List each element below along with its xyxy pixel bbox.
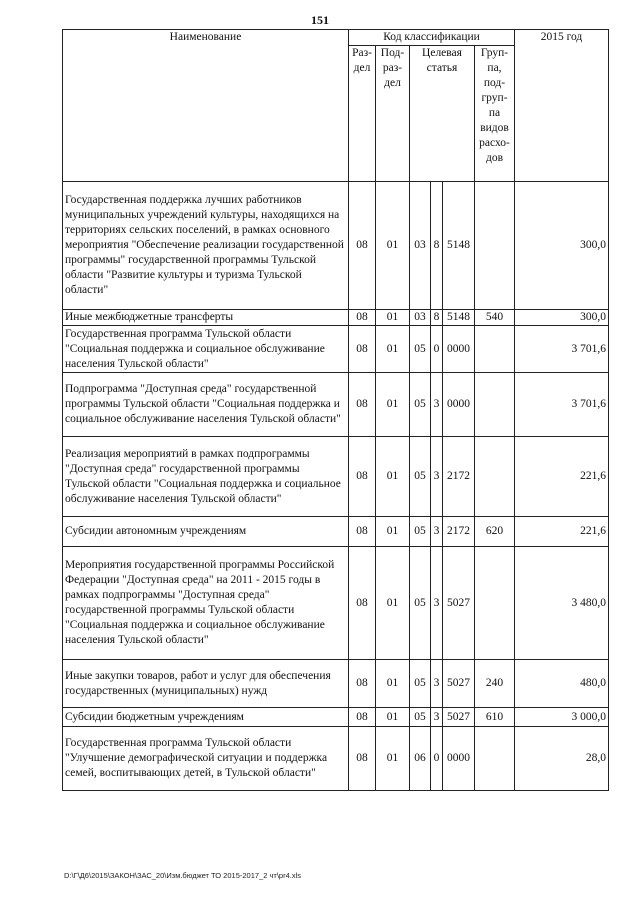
row-program: 05	[410, 437, 431, 517]
header-name: Наименование	[63, 30, 349, 182]
table-row	[63, 373, 609, 437]
row-name: Реализация мероприятий в рамках подпрограммы "Доступная среда" государственной программы Тульской области "Социальная поддержка и социальное обслуживание населения Тульской области"	[63, 437, 349, 517]
row-amount: 3 701,6	[515, 326, 609, 373]
row-amount: 221,6	[515, 517, 609, 547]
row-code: 2172	[443, 437, 475, 517]
row-section: 08	[349, 373, 376, 437]
row-section: 08	[349, 182, 376, 310]
table-row	[63, 326, 609, 373]
row-group	[475, 326, 515, 373]
row-amount: 3 000,0	[515, 708, 609, 727]
row-code: 2172	[443, 517, 475, 547]
row-code: 5148	[443, 310, 475, 326]
row-name: Государственная поддержка лучших работников муниципальных учреждений культуры, находящихся на территориях сельских поселений, в рамках основного мероприятия "Обеспечение реализации государственной программы" государственной программы Тульской области "Развитие культуры и туризма Тульской области"	[63, 182, 349, 310]
row-group	[475, 547, 515, 660]
row-program: 03	[410, 310, 431, 326]
row-subsection: 01	[376, 517, 410, 547]
table-row	[63, 182, 609, 310]
row-subprogram: 3	[431, 373, 443, 437]
row-code: 0000	[443, 727, 475, 791]
row-amount: 221,6	[515, 437, 609, 517]
row-subsection: 01	[376, 708, 410, 727]
header-row-1	[63, 30, 609, 46]
row-group	[475, 182, 515, 310]
row-subsection: 01	[376, 310, 410, 326]
footer-file-path: D:\Г\Д6\2015\ЗАКОН\ЗАС_20\Изм.бюджет ТО 2015-2017_2 чт\pr4.xls	[64, 871, 301, 880]
row-section: 08	[349, 727, 376, 791]
row-program: 05	[410, 547, 431, 660]
header-target-article: Целевая статья	[410, 46, 475, 182]
row-section: 08	[349, 517, 376, 547]
row-program: 05	[410, 326, 431, 373]
row-subsection: 01	[376, 547, 410, 660]
header-classification: Код классификации	[349, 30, 515, 46]
table-row	[63, 547, 609, 660]
row-program: 05	[410, 660, 431, 708]
row-code: 5027	[443, 660, 475, 708]
header-year: 2015 год	[515, 30, 609, 182]
row-group	[475, 727, 515, 791]
row-name: Субсидии бюджетным учреждениям	[63, 708, 349, 727]
row-section: 08	[349, 660, 376, 708]
row-program: 03	[410, 182, 431, 310]
row-subprogram: 8	[431, 182, 443, 310]
row-code: 0000	[443, 326, 475, 373]
row-subprogram: 3	[431, 708, 443, 727]
row-subprogram: 3	[431, 517, 443, 547]
row-name: Государственная программа Тульской области "Улучшение демографической ситуации и поддержка семей, воспитывающих детей, в Тульской области"	[63, 727, 349, 791]
table-row	[63, 660, 609, 708]
row-code: 0000	[443, 373, 475, 437]
row-program: 05	[410, 373, 431, 437]
row-group: 540	[475, 310, 515, 326]
row-subprogram: 3	[431, 437, 443, 517]
row-name: Иные закупки товаров, работ и услуг для обеспечения государственных (муниципальных) нужд	[63, 660, 349, 708]
row-program: 05	[410, 517, 431, 547]
row-subsection: 01	[376, 326, 410, 373]
row-section: 08	[349, 310, 376, 326]
row-code: 5148	[443, 182, 475, 310]
row-group	[475, 373, 515, 437]
row-subsection: 01	[376, 182, 410, 310]
header-subsection: Под- раз- дел	[376, 46, 410, 182]
row-name: Мероприятия государственной программы Российской Федерации "Доступная среда" на 2011 - 2015 годы в рамках подпрограммы "Доступная среда" государственной программы Тульской области "Социальная поддержка и социальное обслуживание населения Тульской области"	[63, 547, 349, 660]
row-subsection: 01	[376, 660, 410, 708]
row-group: 240	[475, 660, 515, 708]
row-name: Государственная программа Тульской области "Социальная поддержка и социальное обслуживание населения Тульской области"	[63, 326, 349, 373]
budget-table	[62, 29, 609, 791]
row-program: 05	[410, 708, 431, 727]
row-amount: 3 701,6	[515, 373, 609, 437]
page-number: 151	[311, 13, 329, 27]
row-amount: 480,0	[515, 660, 609, 708]
row-amount: 300,0	[515, 182, 609, 310]
row-subprogram: 0	[431, 326, 443, 373]
header-section: Раз- дел	[349, 46, 376, 182]
row-amount: 3 480,0	[515, 547, 609, 660]
row-subprogram: 3	[431, 547, 443, 660]
row-group: 610	[475, 708, 515, 727]
row-section: 08	[349, 437, 376, 517]
row-group: 620	[475, 517, 515, 547]
header-expense-group: Груп- па, под- груп- па видов расхо- дов	[475, 46, 515, 182]
table-row	[63, 708, 609, 727]
row-section: 08	[349, 547, 376, 660]
row-amount: 300,0	[515, 310, 609, 326]
row-subsection: 01	[376, 727, 410, 791]
row-amount: 28,0	[515, 727, 609, 791]
row-section: 08	[349, 708, 376, 727]
row-group	[475, 437, 515, 517]
table-row	[63, 517, 609, 547]
row-subsection: 01	[376, 437, 410, 517]
row-subprogram: 0	[431, 727, 443, 791]
table-row	[63, 310, 609, 326]
row-code: 5027	[443, 708, 475, 727]
row-subprogram: 8	[431, 310, 443, 326]
row-code: 5027	[443, 547, 475, 660]
row-subsection: 01	[376, 373, 410, 437]
row-name: Субсидии автономным учреждениям	[63, 517, 349, 547]
row-name: Подпрограмма "Доступная среда" государственной программы Тульской области "Социальная поддержка и социальное обслуживание населения Тульской области"	[63, 373, 349, 437]
row-section: 08	[349, 326, 376, 373]
row-program: 06	[410, 727, 431, 791]
row-subprogram: 3	[431, 660, 443, 708]
table-row	[63, 437, 609, 517]
row-name: Иные межбюджетные трансферты	[63, 310, 349, 326]
table-row	[63, 727, 609, 791]
